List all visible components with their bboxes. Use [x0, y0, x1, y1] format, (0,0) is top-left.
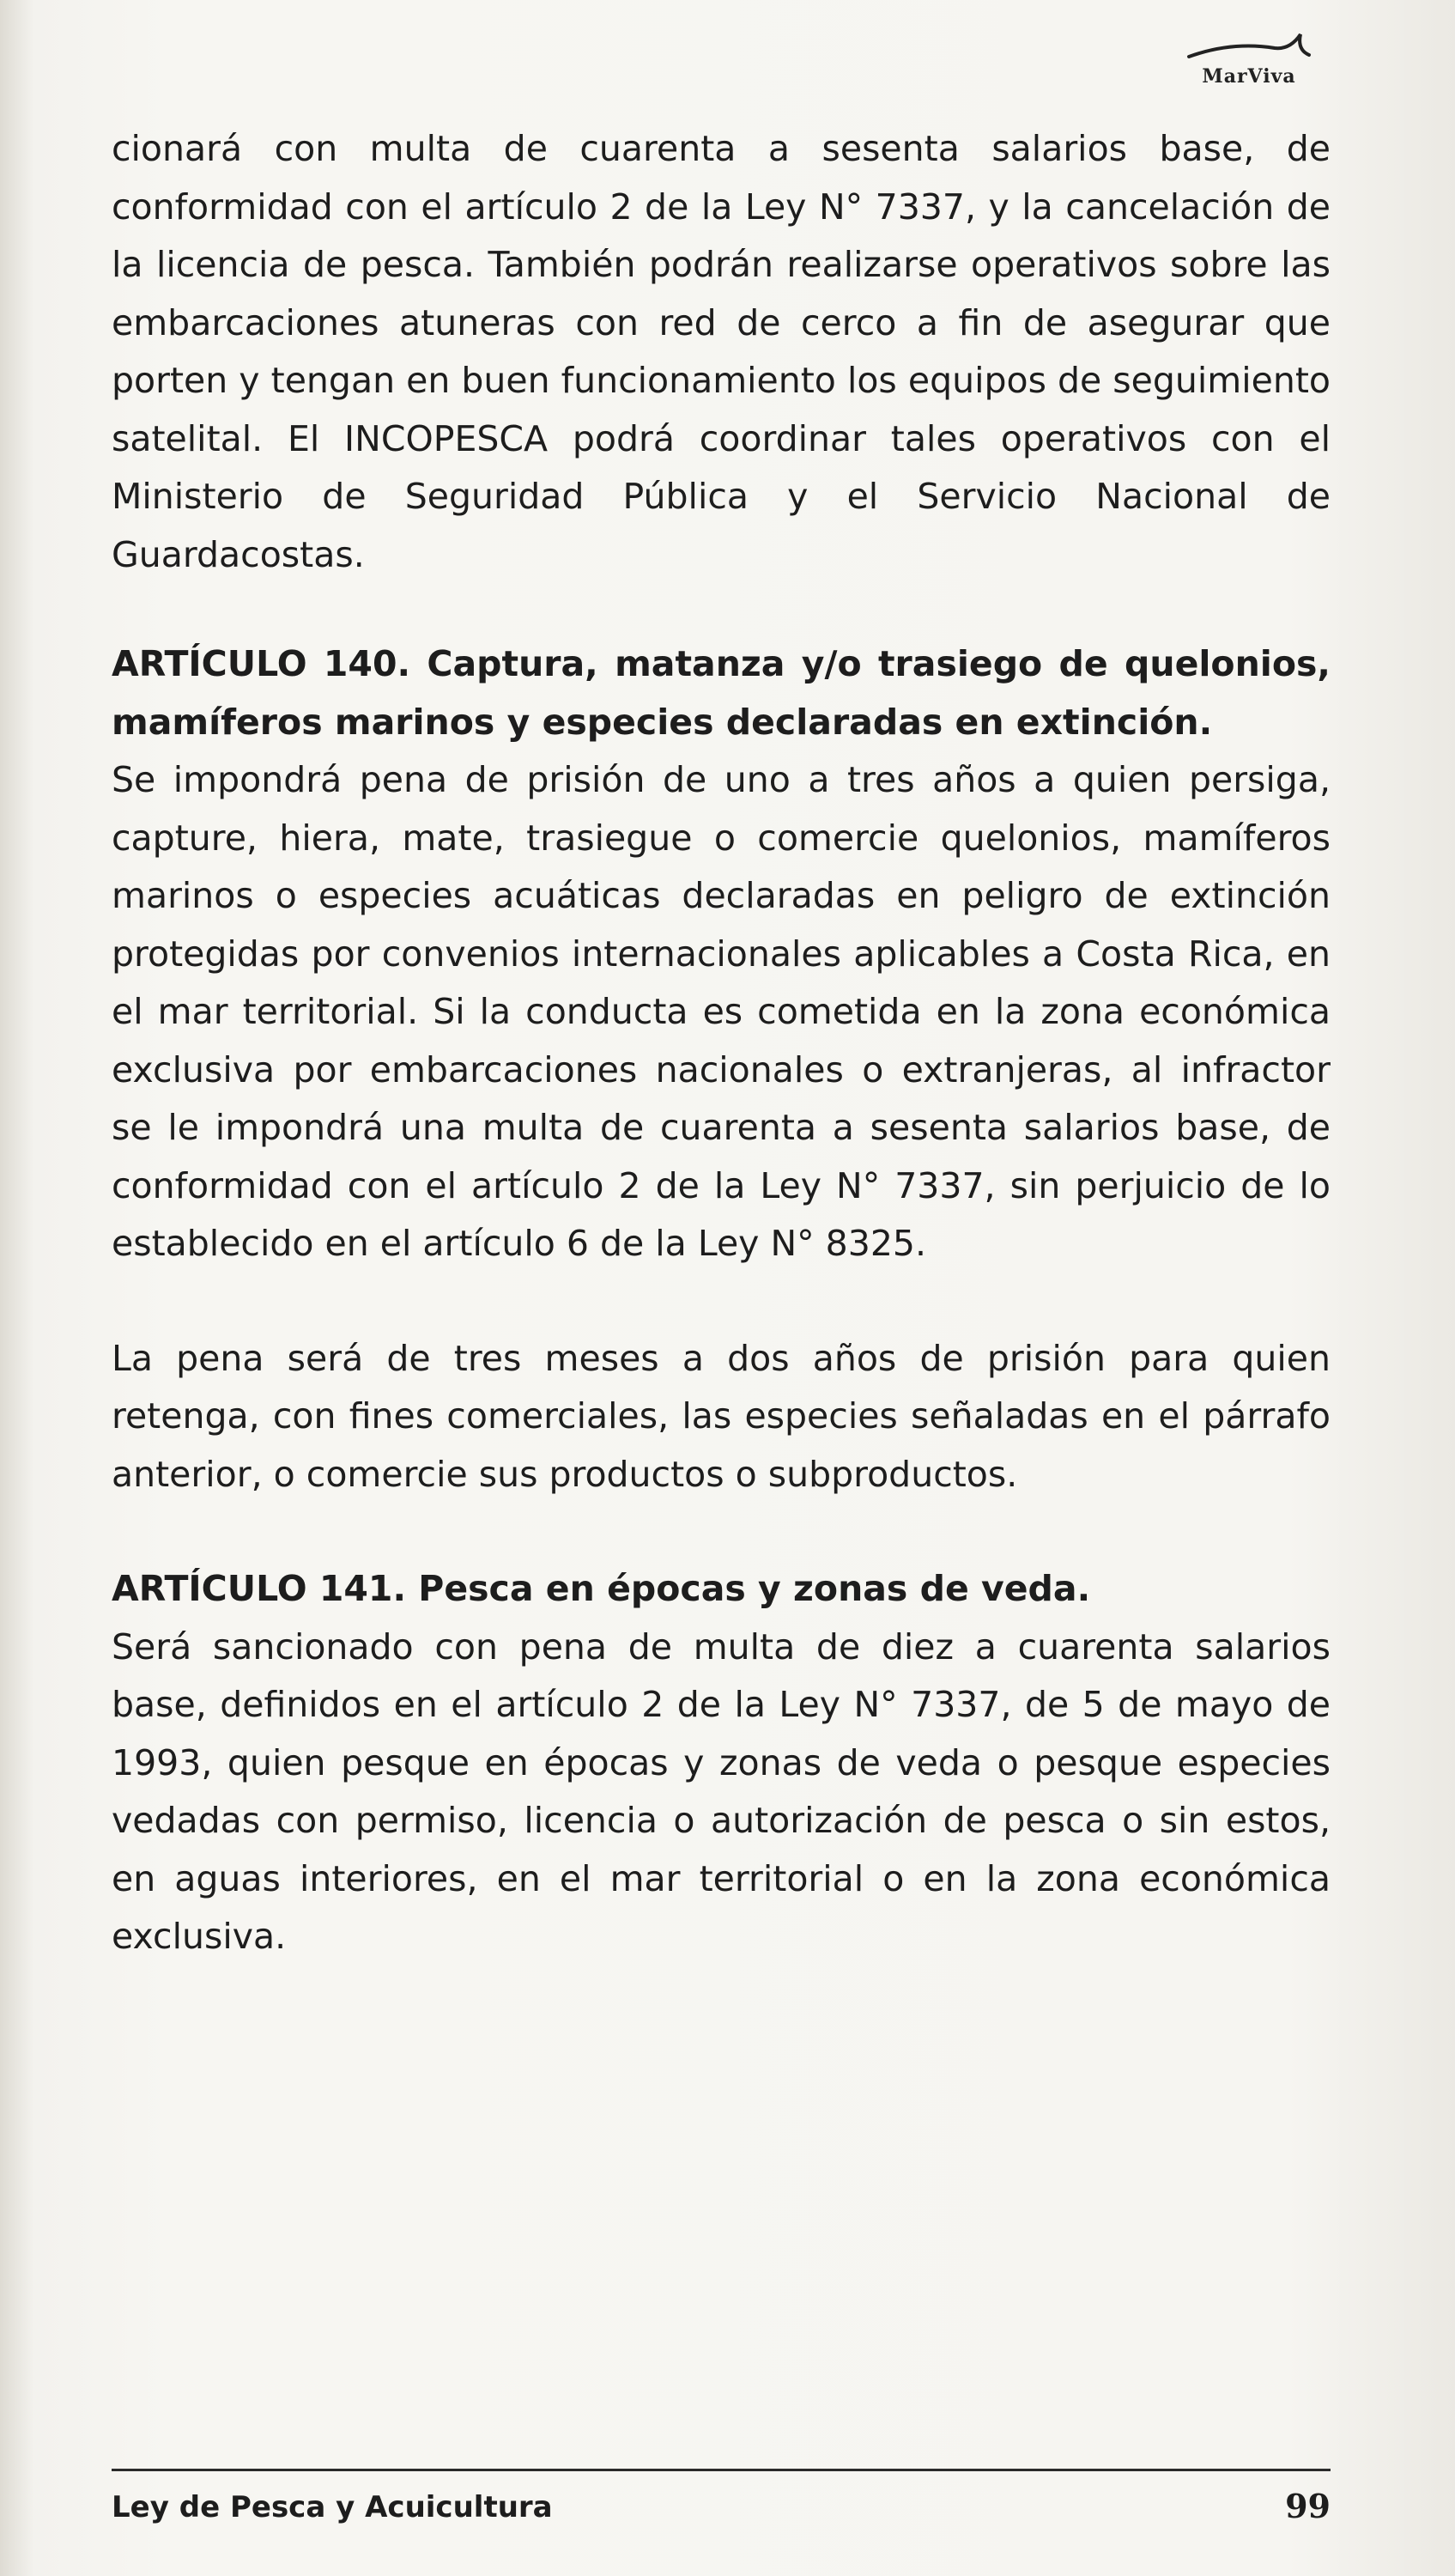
footer-divider	[112, 2469, 1331, 2471]
article-140-heading: ARTÍCULO 140. Captura, matanza y/o trasiego de quelonios, mamíferos marinos y especies declaradas en extinción.	[112, 643, 1331, 743]
article-140-paragraph-2: La pena será de tres meses a dos años de prisión para quien retenga, con fines comerciales, las especies señaladas en el párrafo anterior, o comercie sus productos o subproductos.	[112, 1337, 1331, 1495]
page-number: 99	[1285, 2487, 1331, 2525]
article-140-paragraph-1: Se impondrá pena de prisión de uno a tres años a quien persiga, capture, hiera, mate, trasiegue o comercie quelonios, mamíferos marinos o especies acuáticas declaradas en peligro de extinción protegidas por convenios internacionales aplicables a Costa Rica, en el mar territorial. Si la conducta es cometida en la zona económica exclusiva por embarcaciones nacionales o extranjeras, al infractor se le impondrá una multa de cuarenta a sesenta salarios base, de conformidad con el artículo 2 de la Ley N° 7337, sin perjuicio de lo establecido en el artículo 6 de la Ley N° 8325.	[112, 759, 1331, 1264]
wave-logo-icon	[1180, 24, 1318, 67]
article-141-paragraph-1: Será sancionado con pena de multa de diez a cuarenta salarios base, definidos en el artículo 2 de la Ley N° 7337, de 5 de mayo de 1993, quien pesque en épocas y zonas de veda o pesque especies vedadas con permiso, licencia o autorización de pesca o sin estos, en aguas interiores, en el mar territorial o en la zona económica exclusiva.	[112, 1625, 1331, 1957]
article-141-heading: ARTÍCULO 141. Pesca en épocas y zonas de veda.	[112, 1568, 1091, 1609]
paragraph-continuation: cionará con multa de cuarenta a sesenta salarios base, de conformidad con el artículo 2 de la Ley N° 7337, y la cancelación de la licencia de pesca. También podrán realizarse operativos sobre las embarcaciones atuneras con red de cerco a fin de asegurar que porten y tengan en buen funcionamiento los equipos de seguimiento satelital. El INCOPESCA podrá coordinar tales operativos con el Ministerio de Seguridad Pública y el Servicio Nacional de Guardacostas.	[112, 128, 1331, 575]
main-text	[112, 120, 1331, 1966]
footer-title: Ley de Pesca y Acuicultura	[112, 2490, 553, 2524]
marviva-logo	[1180, 24, 1318, 93]
logo-text: MarViva	[1202, 65, 1296, 88]
